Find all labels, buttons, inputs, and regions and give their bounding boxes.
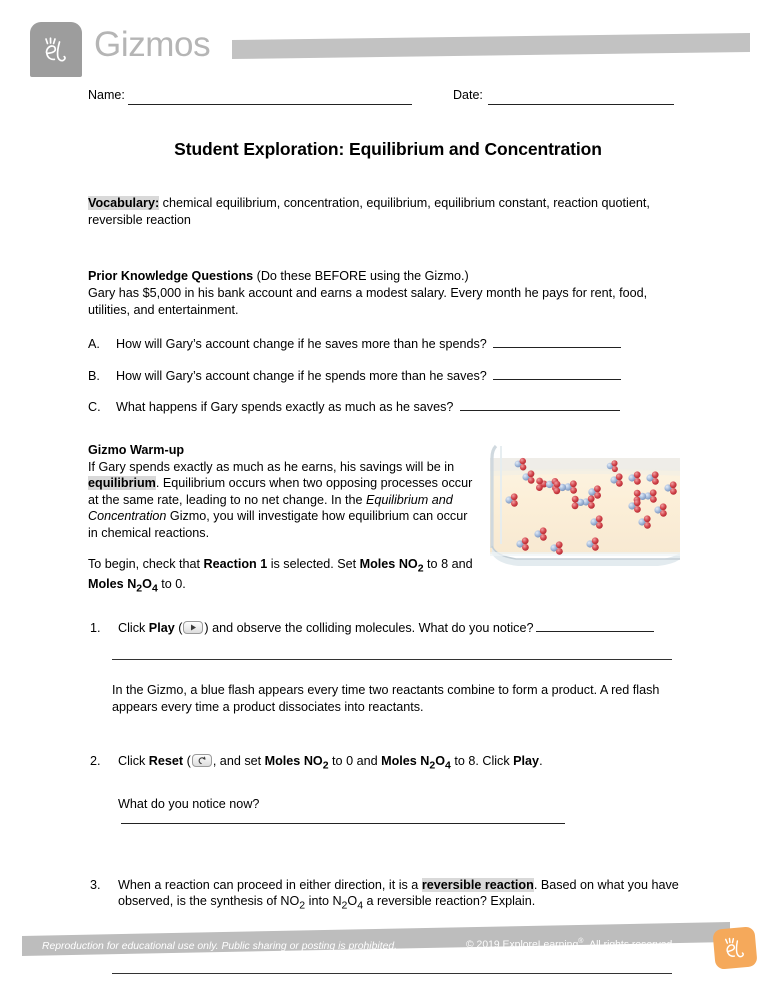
q2-text-c: to 0 and: [328, 754, 382, 769]
answer-line[interactable]: [460, 400, 620, 411]
q1-text-b: and observe the colliding molecules. What do you notice?: [208, 621, 534, 636]
subscript-2b: 2: [429, 759, 436, 772]
warmup2-text-c: to 8 and: [423, 556, 473, 571]
gizmo-name: Equilibrium and Concentration: [88, 492, 453, 524]
warmup2-text-b: is selected. Set: [267, 556, 360, 571]
numbered-questions: [88, 620, 688, 973]
warmup2-text-d: to 0.: [157, 577, 186, 591]
q1-text-a: Click: [118, 621, 149, 636]
question-text: How will Gary’s account change if he spends more than he saves?: [116, 368, 487, 383]
q2-text-b: , and set: [212, 754, 265, 769]
explorelearning-logo: [712, 926, 757, 970]
prior-knowledge-heading: Prior Knowledge Questions: [88, 269, 254, 284]
equilibrium-term: equilibrium: [88, 476, 156, 491]
prior-knowledge-heading-note: (Do these BEFORE using the Gizmo.): [256, 269, 469, 284]
warmup-heading: Gizmo Warm-up: [88, 442, 185, 457]
answer-line[interactable]: [112, 659, 672, 660]
reversible-reaction-term: reversible reaction: [421, 877, 534, 892]
gizmos-logo-badge: [30, 22, 82, 77]
subscript-4: 4: [445, 759, 451, 772]
q3-text-b: . Based on what you have observed, is the synthesis of NO: [118, 877, 679, 909]
answer-line[interactable]: [493, 369, 621, 380]
subscript-2: 2: [417, 562, 424, 575]
question-number: 1.: [90, 621, 101, 636]
subscript-4: 4: [357, 899, 364, 912]
beaker-molecules-illustration: [482, 440, 680, 576]
q2-sub-prompt-text: What do you notice now?: [118, 796, 260, 811]
gizmo-flash-note: In the Gizmo, a blue flash appears every time two reactants combine to form a product. A red flash appears every time a product dissociates into reactants.: [112, 682, 660, 714]
el-monogram-icon: [717, 930, 754, 967]
warmup-paragraph-1: [88, 459, 478, 542]
q3-text-c: into N: [305, 894, 342, 909]
question-2: 2. Click Reset ( , and set Moles $NO_2$ to 0 and Moles $N_2O_4$ to 8. Click Play.: [90, 754, 543, 772]
vocabulary-terms: chemical equilibrium, concentration, equilibrium, equilibrium constant, reaction quotient, reversible reaction: [88, 196, 650, 227]
brand-name: Gizmos: [94, 25, 211, 64]
question-number: 2.: [90, 754, 101, 769]
moles-n2o4-label: Moles N: [88, 577, 137, 591]
name-date-row: [88, 88, 688, 108]
reset-label: Reset: [148, 754, 184, 769]
warmup-paragraph-2: [88, 556, 478, 597]
reset-button-icon[interactable]: [192, 754, 212, 767]
copyright-text: © 2019 ExploreLearning: [466, 939, 579, 951]
play-button-icon[interactable]: [183, 621, 203, 634]
vocabulary-label: Vocabulary:: [88, 196, 160, 211]
footer-license-text: Reproduction for educational use only. Public sharing or posting is prohibited.: [42, 941, 398, 952]
moles-no2-label: Moles NO: [264, 754, 323, 769]
warmup-text-b: . Equilibrium occurs when two opposing processes occur at the same rate, leading to no net change. In the: [88, 476, 473, 507]
subscript-2: 2: [322, 759, 329, 772]
play-label: Play: [513, 754, 540, 769]
moles-no2-label: Moles NO: [359, 556, 418, 571]
prior-knowledge-questions: [88, 336, 688, 416]
registered-mark: ®: [578, 938, 584, 945]
reaction-1-label: Reaction 1: [203, 556, 268, 571]
list-marker: C.: [88, 400, 101, 415]
list-item: [88, 368, 688, 385]
header-accent-bar: [232, 33, 750, 59]
prior-knowledge-intro: Gary has $5,000 in his bank account and earns a modest salary. Every month he pays for rent, food, utilities, and entertainment.: [88, 285, 648, 317]
page-footer: [0, 922, 768, 994]
list-marker: A.: [88, 337, 100, 352]
moles-n2o4-label: Moles N: [381, 754, 430, 769]
date-label: Date:: [453, 88, 483, 102]
answer-line[interactable]: [493, 337, 621, 348]
subscript-2b: 2: [136, 582, 143, 595]
warmup2-text-a: To begin, check that: [88, 556, 204, 571]
play-label: Play: [148, 621, 175, 636]
rights-text: All rights reserved: [589, 939, 673, 951]
question-1: 1. Click Play ( ) and observe the colliding molecules. What do you notice?: [88, 620, 688, 637]
oxygen-symbol: O: [142, 577, 152, 591]
question-text: How will Gary’s account change if he saves more than he spends?: [116, 337, 487, 352]
q2-text-d: to 8. Click: [450, 754, 514, 769]
vocabulary-section: [88, 195, 688, 228]
equilibrium-gizmo-screenshot: [482, 440, 680, 576]
list-item: [88, 399, 688, 416]
q3-text-a: When a reaction can proceed in either direction, it is a: [118, 877, 422, 892]
subscript-4: 4: [151, 582, 158, 595]
warmup-text-a: If Gary spends exactly as much as he earns, his savings will be in: [88, 459, 455, 474]
name-input-line[interactable]: [128, 104, 412, 105]
gizmo-warmup-section: [88, 442, 478, 596]
warmup-text-c: Gizmo, you will investigate how equilibrium can occur in chemical reactions.: [88, 509, 468, 541]
list-item: [88, 336, 688, 353]
subscript-2b: 2: [341, 899, 348, 912]
answer-line[interactable]: [121, 813, 565, 824]
footer-copyright: [466, 938, 672, 950]
list-marker: B.: [88, 368, 100, 383]
q3-body: [118, 877, 679, 912]
q2-text-e: .: [539, 754, 543, 769]
oxygen-symbol: O: [347, 894, 358, 909]
page-title: Student Exploration: Equilibrium and Concentration: [174, 139, 602, 159]
date-input-line[interactable]: [488, 104, 674, 105]
el-monogram-icon: [36, 30, 76, 70]
question-text: What happens if Gary spends exactly as much as he saves?: [116, 400, 454, 415]
question-number: 3.: [90, 877, 101, 892]
q2-text-a: Click: [118, 754, 149, 769]
subscript-2: 2: [299, 899, 306, 912]
q3-text-e: a reversible reaction? Explain.: [363, 894, 536, 909]
name-label: Name:: [88, 88, 125, 102]
oxygen-symbol: O: [435, 754, 446, 769]
question-2-subprompt: [118, 796, 688, 829]
question-3: [88, 877, 688, 914]
page-header: [0, 0, 768, 80]
prior-knowledge-heading-row: [88, 268, 688, 285]
answer-line[interactable]: [536, 621, 654, 632]
